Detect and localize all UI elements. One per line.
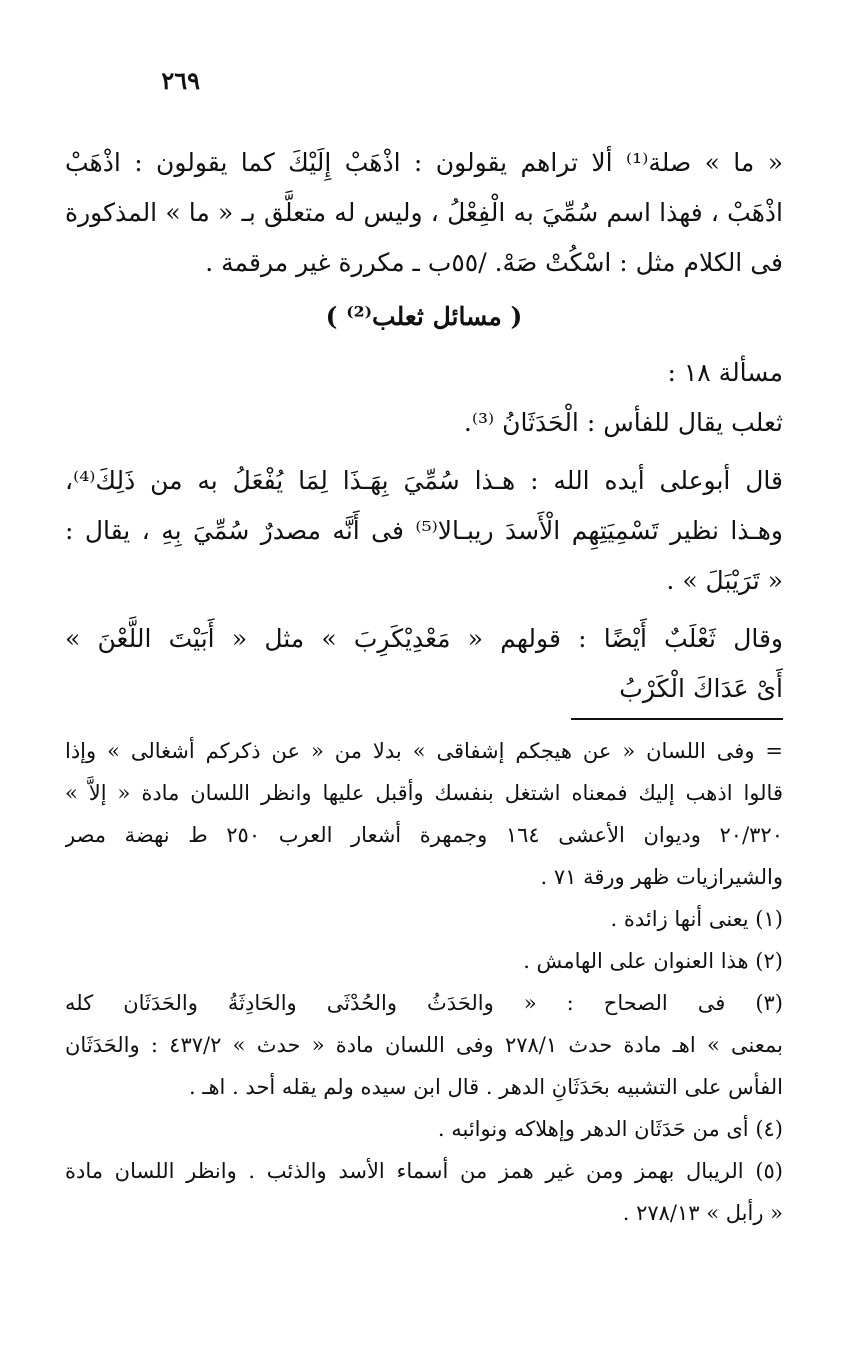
main-line: ثعلب يقال للفأس : الْحَدَثَانُ ⁽³⁾. [463,408,783,437]
main-line: فى الكلام مثل : اسْكُتْ صَهْ. /٥٥ب ـ مكررة غير مرقمة . [205,248,783,277]
footnote-5-line: « رأبل » ٢٧٨/١٣ . [622,1201,783,1225]
page-number: ٢٦٩ [161,66,200,95]
question-number: مسألة ١٨ : [667,358,783,387]
footnote-line: ٢٠/٣٢٠ وديوان الأعشى ١٦٤ وجمهرة أشعار العرب ٢٥٠ ط نهضة مصر [65,823,783,847]
main-line: « تَرَيْبَلَ » . [666,566,783,595]
main-line: اذْهَبْ ، فهذا اسم سُمِّيَ به الْفِعْلُ ، وليس له متعلَّق بـ « ما » المذكورة [65,198,783,227]
footnote-5: (٥) الريبال بهمز ومن غير همز من أسماء الأسد والذئب . وانظر اللسان مادة [65,1159,783,1183]
footnote-divider [571,718,783,720]
footnote-line: والشيرازيات ظهر ورقة ٧١ . [540,865,783,889]
paragraph-gap [65,606,783,614]
footnote-1: (١) يعنى أنها زائدة . [610,907,783,931]
paragraph-gap [65,448,783,456]
main-line: قال أبوعلى أيده الله : هـذا سُمِّيَ بِهَـذَا لِمَا يُفْعَلُ به من ذَلِكَ⁽⁴⁾، [65,466,783,495]
section-heading: ( مسائل ثعلب⁽²⁾ ) [325,302,523,331]
footnote-2: (٢) هذا العنوان على الهامش . [523,949,783,973]
footnote-3-line: بمعنى » اهـ مادة حدث ٢٧٨/١ وفى اللسان مادة « حدث » ٤٣٧/٢ : والحَدَثَان [65,1033,783,1057]
footnote-line: = وفى اللسان « عن هيجكم إشفاقى » بدلا من « عن ذكركم أشغالى » وإذا [65,739,783,763]
footnote-3-line: الفأس على التشبيه بحَدَثَانِ الدهر . قال ابن سيده ولم يقله أحد . اهـ . [188,1075,783,1099]
footnote-line: قالوا اذهب إليك فمعناه اشتغل بنفسك وأقبل عليها وانظر اللسان مادة « إلاَّ » [65,781,783,805]
main-text [65,138,783,714]
footnote-3: (٣) فى الصحاح : « والحَدَثُ والحُدْثَى والحَادِثَةُ والحَدَثَان كله [65,991,783,1015]
main-line: « ما » صلة⁽¹⁾ ألا تراهم يقولون : اذْهَبْ إِلَيْكَ كما يقولون : اذْهَبْ [65,148,783,177]
footnotes [65,730,783,1234]
main-line: وقال ثَعْلَبٌ أَيْضًا : قولهم « مَعْدِيْكَرِبَ » مثل « أَبَيْتَ اللَّعْنَ » [65,624,783,653]
main-line: أَىْ عَدَاكَ الْكَرْبُ [619,674,783,703]
main-line: وهـذا نظير تَسْمِيَتِهِم الْأَسدَ ريبـالا⁽⁵⁾ فى أَنَّه مصدرٌ سُمِّيَ بِهِ ، يقال : [65,516,783,545]
footnote-4: (٤) أى من حَدَثَان الدهر وإهلاكه ونوائبه . [437,1117,783,1141]
